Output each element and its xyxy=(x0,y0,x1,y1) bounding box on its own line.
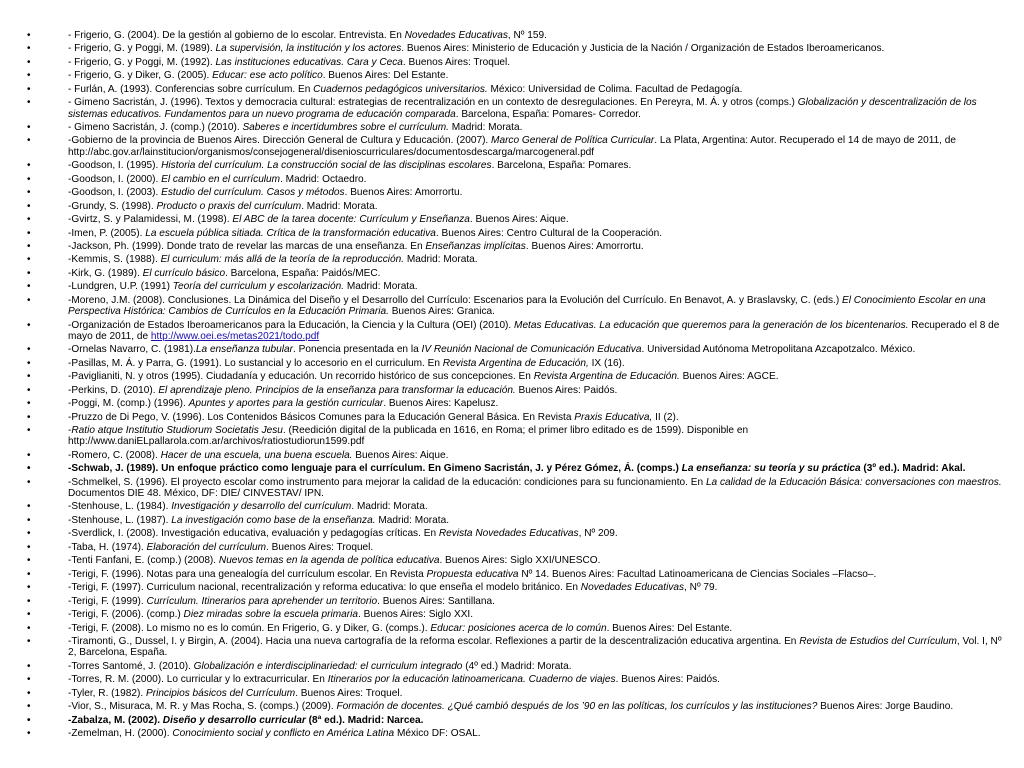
reference-text: -Schmelkel, S. (1996). El proyecto escolar como instrumento para mejorar la calidad de la educación: condiciones para su funcionamiento. En xyxy=(68,476,706,488)
reference-text: . (Reedición digital de la publicada en 1616, en Roma; el primer libro editado es de 1599). Disponible en http://www.daniELpallarola.com.ar/archivos/ratiostudiorun1599.pdf xyxy=(68,425,749,448)
reference-text: -Pruzzo de Di Pego, V. (1996). Los Contenidos Básicos Comunes para la Educación General Básica. En Revista xyxy=(68,411,575,423)
reference-text: , Nº 209. xyxy=(578,528,618,540)
reference-text: , Vol. I, Nº 2, Barcelona, España. xyxy=(68,635,1002,659)
bullet-icon: • xyxy=(27,541,31,553)
reference-text: . Buenos Aires: Troquel. xyxy=(295,687,403,699)
reference-title: Currículum. Itinerarios para aprehender un territorio xyxy=(146,595,378,607)
reference-item xyxy=(0,623,1024,634)
reference-text: . Buenos Aires: Amorrortu. xyxy=(525,240,644,252)
reference-text: . Buenos Aires: Ministerio de Educación y Justicia de la Nación / Organización de Estados Iberoamericanos. xyxy=(401,43,885,55)
reference-text: -Taba, H. (1974). xyxy=(68,541,147,553)
reference-item xyxy=(0,728,1024,739)
reference-item xyxy=(0,425,1024,447)
reference-title: La investigación como base de la enseñanza. xyxy=(171,514,376,526)
bullet-icon: • xyxy=(27,384,31,396)
reference-text: (3º ed.). Madrid: Akal. xyxy=(860,463,966,475)
reference-item xyxy=(0,636,1024,658)
reference-text: , Nº 159. xyxy=(507,30,547,41)
bullet-icon: • xyxy=(27,398,31,410)
reference-title: La calidad de la Educación Básica: conversaciones con maestros. xyxy=(705,476,1002,488)
reference-text: - Gimeno Sacristán, J. (comp.) (2010). xyxy=(68,122,243,134)
reference-item xyxy=(0,187,1024,198)
bullet-icon: • xyxy=(27,674,31,686)
reference-item xyxy=(0,358,1024,369)
reference-text: -Torres Santomé, J. (2010). xyxy=(68,660,194,672)
reference-title: Estudio del currículum. Casos y métodos xyxy=(161,187,345,199)
reference-text: Madrid: Morata. xyxy=(344,281,418,293)
reference-text: -Zabalza, M. (2002). xyxy=(68,714,163,726)
reference-item xyxy=(0,160,1024,171)
reference-text: Recuperado el 8 de mayo de 2011, de xyxy=(68,319,1000,342)
reference-item xyxy=(0,477,1024,499)
reference-title: Novedades Educativas xyxy=(580,582,685,594)
reference-text: -Vior, S., Misuraca, M. R. y Mas Rocha, S. (comps.) (2009). xyxy=(68,701,337,713)
reference-item xyxy=(0,715,1024,726)
reference-text: -Stenhouse, L. (1987). xyxy=(68,514,172,526)
reference-text: (8ª ed.). Madrid: Narcea. xyxy=(305,714,424,726)
reference-item xyxy=(0,569,1024,580)
bullet-icon: • xyxy=(27,582,31,594)
reference-title: Elaboración del currículum xyxy=(146,541,267,553)
reference-title: Globalización e interdisciplinariedad: el curriculum integrado xyxy=(193,660,463,672)
reference-text: -Imen, P. (2005). xyxy=(68,227,146,239)
reference-item xyxy=(0,214,1024,225)
reference-text: . Buenos Aires: Troquel. xyxy=(402,56,511,68)
reference-text: . Barcelona, España: Pomares- Corredor. xyxy=(455,108,641,120)
bullet-icon: • xyxy=(27,254,31,266)
reference-text: -Kemmis, S. (1988). xyxy=(68,254,161,266)
bullet-icon: • xyxy=(27,43,31,55)
bullet-icon: • xyxy=(27,97,31,109)
reference-title: El aprendizaje pleno. Principios de la enseñanza para transformar la educación. xyxy=(158,384,516,396)
reference-text: . Buenos Aires: Del Estante. xyxy=(322,70,449,82)
reference-text: -Schwab, J. (1989). Un enfoque práctico como lenguaje para el currículum. En Gimeno Sacristán, J. y Pérez Gómez, Á. (comps.) xyxy=(68,463,682,475)
bullet-icon: • xyxy=(27,411,31,423)
reference-text: - xyxy=(68,425,72,436)
reference-title: La enseñanza tubular xyxy=(195,344,293,356)
reference-item xyxy=(0,30,1024,41)
reference-text: -Tyler, R. (1982). xyxy=(68,687,146,699)
reference-item xyxy=(0,701,1024,712)
reference-text: . Buenos Aires: Siglo XXI. xyxy=(358,609,474,621)
reference-text: - Gimeno Sacristán, J. (1996). Textos y democracia cultural: estrategias de recentralización en un contexto de desregulaciones. En Pereyra, M. Á. y otros (comps.) xyxy=(68,97,798,109)
reference-title: El Conocimiento Escolar en una Perspectiva Histórica: Cambios de Currículos en la Educación Primaria. xyxy=(68,294,986,318)
reference-title: Principios básicos del Currículum xyxy=(145,687,296,699)
reference-item xyxy=(0,582,1024,593)
reference-text: -Paviglianiti, N. y otros (1995). Ciudadanía y educación. Un recorrido histórico de sus concepciones. En xyxy=(68,371,534,383)
reference-item xyxy=(0,174,1024,185)
reference-text: -Goodson, I. (2003). xyxy=(68,187,162,199)
reference-item xyxy=(0,320,1024,342)
reference-item xyxy=(0,688,1024,699)
reference-title: Praxis Educativa, xyxy=(574,411,653,423)
reference-title: Formación de docentes. ¿Qué cambió después de los ’90 en las políticas, los currículos y las instituciones? xyxy=(336,701,818,713)
bullet-icon: • xyxy=(27,70,31,82)
reference-title: Propuesta educativa xyxy=(426,568,519,580)
reference-title: Educar: posiciones acerca de lo común xyxy=(430,622,607,634)
reference-title: Apuntes y aportes para la gestión curricular xyxy=(188,398,384,410)
bullet-icon: • xyxy=(27,701,31,713)
reference-title: Saberes e incertidumbres sobre el currículum. xyxy=(242,122,449,134)
reference-text: - Frigerio, G. y Poggi, M. (1989). xyxy=(68,43,216,55)
reference-text: -Perkins, D. (2010). xyxy=(68,384,159,396)
reference-text: -Pasillas, M. Á. y Parra, G. (1991). Lo sustancial y lo accesorio en el curriculum. En xyxy=(68,357,443,369)
reference-text: - Frigerio, G. y Poggi, M. (1992). xyxy=(68,56,216,68)
reference-item xyxy=(0,57,1024,68)
reference-item xyxy=(0,344,1024,355)
bullet-icon: • xyxy=(27,568,31,580)
reference-item xyxy=(0,295,1024,317)
reference-text: . Buenos Aires: Paidós. xyxy=(615,674,720,686)
reference-item xyxy=(0,412,1024,423)
reference-text: - Furlán, A. (1993). Conferencias sobre currículum. En xyxy=(68,83,314,95)
reference-text: . Barcelona, España: Pomares. xyxy=(491,160,632,172)
reference-text: -Tenti Fanfani, E. (comp.) (2008). xyxy=(68,555,219,567)
reference-text: Buenos Aires: AGCE. xyxy=(679,371,779,383)
reference-title: Ratio atque Institutio Studiorum Societatis Jesu xyxy=(71,425,283,436)
reference-item xyxy=(0,501,1024,512)
bullet-icon: • xyxy=(27,660,31,672)
bullet-icon: • xyxy=(27,727,31,739)
reference-item xyxy=(0,268,1024,279)
reference-title: Enseñanzas implícitas xyxy=(425,240,526,252)
reference-text: -Goodson, I. (2000). xyxy=(68,173,162,185)
reference-title: Revista de Estudios del Currículum xyxy=(799,635,957,647)
bullet-icon: • xyxy=(27,30,31,41)
bullet-icon: • xyxy=(27,227,31,239)
reference-text: . Buenos Aires: Aique. xyxy=(469,214,569,226)
reference-text: IX (16). xyxy=(588,357,625,369)
reference-text: . Madrid: Octaedro. xyxy=(280,173,367,185)
reference-title: Globalización y descentralización de los sistemas educativos. Fundamentos para un nuevo programa de educación comparada xyxy=(68,97,977,120)
reference-text: - Frigerio, G. (2004). De la gestión al gobierno de lo escolar. Entrevista. En xyxy=(68,30,405,41)
reference-item xyxy=(0,371,1024,382)
reference-title: Historia del currículum. La construcción social de las disciplinas escolares xyxy=(161,160,492,172)
reference-title: La supervisión, la institución y los actores xyxy=(215,43,402,55)
reference-item xyxy=(0,450,1024,461)
reference-title: Conocimiento social y conflicto en América Latina xyxy=(172,727,395,739)
reference-list xyxy=(0,30,1024,741)
bullet-icon: • xyxy=(27,187,31,199)
reference-title: Educar: ese acto político xyxy=(212,70,323,82)
reference-item xyxy=(0,661,1024,672)
bullet-icon: • xyxy=(27,449,31,461)
reference-title: El ABC de la tarea docente: Currículum y Enseñanza xyxy=(232,214,470,226)
bullet-icon: • xyxy=(27,463,31,475)
reference-text: -Terigi, F. (2006). (comp.) xyxy=(68,609,184,621)
reference-text: Madrid: Morata. xyxy=(404,254,478,266)
reference-text: . Buenos Aires: Amorrortu. xyxy=(344,187,463,199)
reference-title: Producto o praxis del currículum xyxy=(156,200,302,212)
reference-item xyxy=(0,84,1024,95)
reference-text: -Kirk, G. (1989). xyxy=(68,267,143,279)
reference-text: - Frigerio, G. y Diker, G. (2005). xyxy=(68,70,213,82)
reference-item xyxy=(0,241,1024,252)
reference-item xyxy=(0,398,1024,409)
reference-text: -Organización de Estados Iberoamericanos para la Educación, la Ciencia y la Cultura (OEI) (2010). xyxy=(68,319,515,331)
reference-text: Buenos Aires: Granica. xyxy=(388,306,495,318)
bullet-icon: • xyxy=(27,595,31,607)
bullet-icon: • xyxy=(27,267,31,279)
bullet-icon: • xyxy=(27,160,31,172)
reference-text: . Barcelona, España: Paidós/MEC. xyxy=(225,267,381,279)
reference-title: Metas Educativas. La educación que queremos para la generación de los bicentenarios. xyxy=(514,319,909,331)
bullet-icon: • xyxy=(27,555,31,567)
reference-text: . Buenos Aires: Del Estante. xyxy=(606,622,733,634)
reference-title: Revista Argentina de Educación, xyxy=(442,357,589,369)
reference-text: -Tiramonti, G., Dussel, I. y Birgin, A. (2004). Hacia una nueva cartografía de la reforma escolar. Reflexiones a partir de la descentralización educativa argentina. En xyxy=(68,635,800,647)
bullet-icon: • xyxy=(27,609,31,621)
reference-text: Buenos Aires: Jorge Baudino. xyxy=(817,701,954,713)
reference-text: -Grundy, S. (1998). xyxy=(68,200,157,212)
bullet-icon: • xyxy=(27,281,31,293)
reference-text: Documentos DIE 48. México, DF: DIE/ CINVESTAV/ IPN. xyxy=(68,487,324,499)
bullet-icon: • xyxy=(27,425,31,436)
reference-text: -Jackson, Ph. (1999). Donde trato de revelar las marcas de una enseñanza. En xyxy=(68,240,426,252)
reference-text: -Goodson, I. (1995). xyxy=(68,160,162,172)
reference-item xyxy=(0,385,1024,396)
bullet-icon: • xyxy=(27,200,31,212)
bullet-icon: • xyxy=(27,514,31,526)
reference-text: -Stenhouse, L. (1984). xyxy=(68,501,172,513)
reference-text: , Nº 79. xyxy=(684,582,718,594)
reference-title: Revista Novedades Educativas xyxy=(438,528,579,540)
reference-title: Teoría del curriculum y escolarización. xyxy=(172,281,345,293)
reference-text: -Gobierno de la provincia de Buenos Aires. Dirección General de Cultura y Educación. (2007). xyxy=(68,135,492,147)
bullet-icon: • xyxy=(27,687,31,699)
reference-text: . Ponencia presentada en la xyxy=(293,344,422,356)
bullet-icon: • xyxy=(27,56,31,68)
reference-item xyxy=(0,228,1024,239)
bullet-icon: • xyxy=(27,635,31,647)
reference-title: Revista Argentina de Educación. xyxy=(533,371,680,383)
bullet-icon: • xyxy=(27,501,31,513)
reference-link[interactable]: http://www.oei.es/metas2021/todo.pdf xyxy=(150,330,320,342)
reference-item xyxy=(0,596,1024,607)
bullet-icon: • xyxy=(27,135,31,147)
reference-item xyxy=(0,463,1024,474)
reference-text: . Buenos Aires: Kapelusz. xyxy=(383,398,499,410)
reference-item xyxy=(0,97,1024,119)
reference-text: -Gvirtz, S. y Palamidessi, M. (1998). xyxy=(68,214,233,226)
reference-text: . Buenos Aires: Centro Cultural de la Cooperación. xyxy=(435,227,663,239)
reference-item xyxy=(0,70,1024,81)
bullet-icon: • xyxy=(27,528,31,540)
reference-text: -Poggi, M. (comp.) (1996). xyxy=(68,398,189,410)
reference-title: Hacer de una escuela, una buena escuela. xyxy=(160,449,353,461)
reference-title: La escuela pública sitiada. Crítica de la transformación educativa xyxy=(145,227,436,239)
reference-text: -Terigi, F. (1999). xyxy=(68,595,147,607)
bullet-icon: • xyxy=(27,371,31,383)
reference-item xyxy=(0,609,1024,620)
reference-title: El curriculum: más allá de la teoría de la reproducción. xyxy=(160,254,405,266)
reference-text: -Moreno, J.M. (2008). Conclusiones. La Dinámica del Diseño y el Desarrollo del Currículo: Escenarios para la Evolución del Currículo. En Benavot, A. y Braslavsky, C. (eds.) xyxy=(68,294,842,306)
reference-title: Nuevos temas en la agenda de política educativa xyxy=(218,555,440,567)
reference-item xyxy=(0,555,1024,566)
bullet-icon: • xyxy=(27,319,31,331)
reference-text: -Terigi, F. (1997). Curriculum nacional, recentralización y reforma educativa: lo que enseña el modelo británico. En xyxy=(68,582,581,594)
reference-text: Nº 14. Buenos Aires: Facultad Latinoamericana de Ciencias Sociales –Flacso–. xyxy=(518,568,877,580)
bullet-icon: • xyxy=(27,83,31,95)
reference-text: México DF: OSAL. xyxy=(394,727,481,739)
reference-title: Novedades Educativas xyxy=(404,30,508,41)
bullet-icon: • xyxy=(27,344,31,356)
reference-text: . Madrid: Morata. xyxy=(301,200,378,212)
reference-item xyxy=(0,281,1024,292)
reference-title: Investigación y desarrollo del currículum xyxy=(171,501,352,513)
reference-item xyxy=(0,254,1024,265)
reference-text: -Sverdlick, I. (2008). Investigación educativa, evaluación y pedagogías críticas. En xyxy=(68,528,439,540)
reference-item xyxy=(0,135,1024,157)
reference-text: Madrid: Morata. xyxy=(448,122,523,134)
reference-title: Las instituciones educativas. Cara y Ceca xyxy=(215,56,403,68)
reference-item xyxy=(0,201,1024,212)
reference-title: Itinerarios por la educación latinoamericana. Cuaderno de viajes xyxy=(327,674,616,686)
bullet-icon: • xyxy=(27,294,31,306)
reference-text: (4º ed.) Madrid: Morata. xyxy=(462,660,572,672)
reference-text: . Buenos Aires: Siglo XXI/UNESCO. xyxy=(439,555,601,567)
bullet-icon: • xyxy=(27,357,31,369)
reference-text: . Universidad Autónoma Metropolitana Azcapotzalco. México. xyxy=(641,344,916,356)
bullet-icon: • xyxy=(27,622,31,634)
bullet-icon: • xyxy=(27,714,31,726)
bullet-icon: • xyxy=(27,173,31,185)
reference-title: Diez miradas sobre la escuela primaria xyxy=(183,609,359,621)
reference-title: El cambio en el currículum xyxy=(161,173,281,185)
bullet-icon: • xyxy=(27,214,31,226)
reference-item xyxy=(0,43,1024,54)
bullet-icon: • xyxy=(27,240,31,252)
reference-text: -Romero, C. (2008). xyxy=(68,449,161,461)
bullet-icon: • xyxy=(27,476,31,488)
reference-title: IV Reunión Nacional de Comunicación Educativa xyxy=(421,344,642,356)
reference-title: Cuadernos pedagógicos universitarios. xyxy=(313,83,488,95)
reference-text: México: Universidad de Colima. Facultad de Pedagogía. xyxy=(487,83,743,95)
reference-text: -Terigi, F. (1996). Notas para una genealogía del currículum escolar. En Revista xyxy=(68,568,427,580)
reference-title: Marco General de Política Curricular xyxy=(491,135,655,147)
reference-text: II (2). xyxy=(652,411,679,423)
reference-text: . La Plata, Argentina: Autor. Recuperado el 14 de mayo de 2011, de http://abc.gov.ar/lainstitucion/organismos/consejogeneral/disenioscurriculares/documentosdescarga/marcogeneral.pdf xyxy=(68,135,957,158)
reference-item xyxy=(0,542,1024,553)
reference-text: Buenos Aires: Paidós. xyxy=(515,384,618,396)
reference-title: El currículo básico xyxy=(142,267,226,279)
reference-text: -Terigi, F. (2008). Lo mismo no es lo común. En Frigerio, G. y Diker, G. (comps.). xyxy=(68,622,431,634)
reference-item xyxy=(0,122,1024,133)
reference-text: -Lundgren, U.P. (1991) xyxy=(68,281,173,293)
bullet-icon: • xyxy=(27,122,31,134)
reference-title: Diseño y desarrollo curricular xyxy=(162,714,306,726)
reference-item xyxy=(0,528,1024,539)
reference-text: Buenos Aires: Aique. xyxy=(352,449,449,461)
reference-text: -Torres, R. M. (2000). Lo curricular y lo extracurricular. En xyxy=(68,674,328,686)
reference-text: . Buenos Aires: Troquel. xyxy=(266,541,374,553)
reference-text: . Buenos Aires: Santillana. xyxy=(377,595,495,607)
reference-item xyxy=(0,674,1024,685)
reference-text: . Madrid: Morata. xyxy=(351,501,428,513)
reference-text: -Zemelman, H. (2000). xyxy=(68,727,173,739)
reference-text: -Ornelas Navarro, C. (1981). xyxy=(68,344,196,356)
reference-text: Madrid: Morata. xyxy=(375,514,450,526)
reference-title: La enseñanza: su teoría y su práctica xyxy=(681,463,861,475)
reference-item xyxy=(0,515,1024,526)
